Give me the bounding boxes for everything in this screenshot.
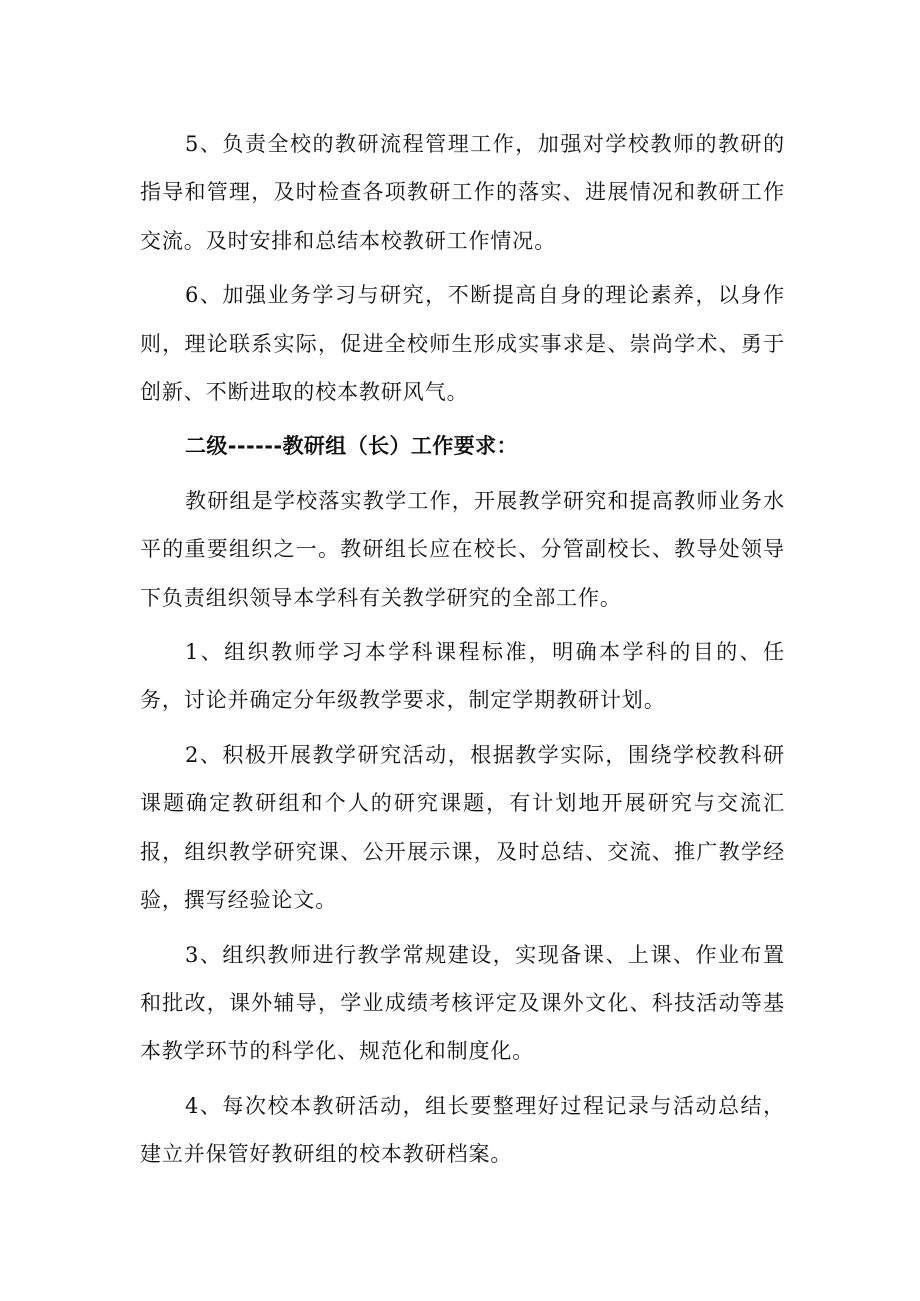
paragraph-item-3: 3、组织教师进行教学常规建设，实现备课、上课、作业布置和批改，课外辅导，学业成绩考核评定及课外文化、科技活动等基本教学环节的科学化、规范化和制度化。 <box>140 942 785 1064</box>
paragraph-item-6: 6、加强业务学习与研究，不断提高自身的理论素养，以身作则，理论联系实际，促进全校师生形成实事求是、崇尚学术、勇于创新、不断进取的校本教研风气。 <box>140 283 785 405</box>
paragraph-item-1: 1、组织教师学习本学科课程标准，明确本学科的目的、任务，讨论并确定分年级教学要求，制定学期教研计划。 <box>140 640 785 713</box>
paragraph-item-5: 5、负责全校的教研流程管理工作，加强对学校教师的教研的指导和管理，及时检查各项教研工作的落实、进展情况和教研工作交流。及时安排和总结本校教研工作情况。 <box>140 132 785 253</box>
paragraph-item-2: 2、积极开展教学研究活动，根据教学实际，围绕学校教科研课题确定教研组和个人的研究课题，有计划地开展研究与交流汇报，组织教学研究课、公开展示课，及时总结、交流、推广教学经验，撰写经验论文。 <box>140 742 785 913</box>
section-heading-level-2: 二级------教研组（长）工作要求： <box>185 434 518 459</box>
paragraph-item-4: 4、每次校本教研活动，组长要整理好过程记录与活动总结，建立并保管好教研组的校本教研档案。 <box>140 1093 785 1167</box>
document-page <box>140 120 785 1185</box>
paragraph-intro: 教研组是学校落实教学工作，开展教学研究和提高教师业务水平的重要组织之一。教研组长应在校长、分管副校长、教导处领导下负责组织领导本学科有关教学研究的全部工作。 <box>140 488 785 610</box>
